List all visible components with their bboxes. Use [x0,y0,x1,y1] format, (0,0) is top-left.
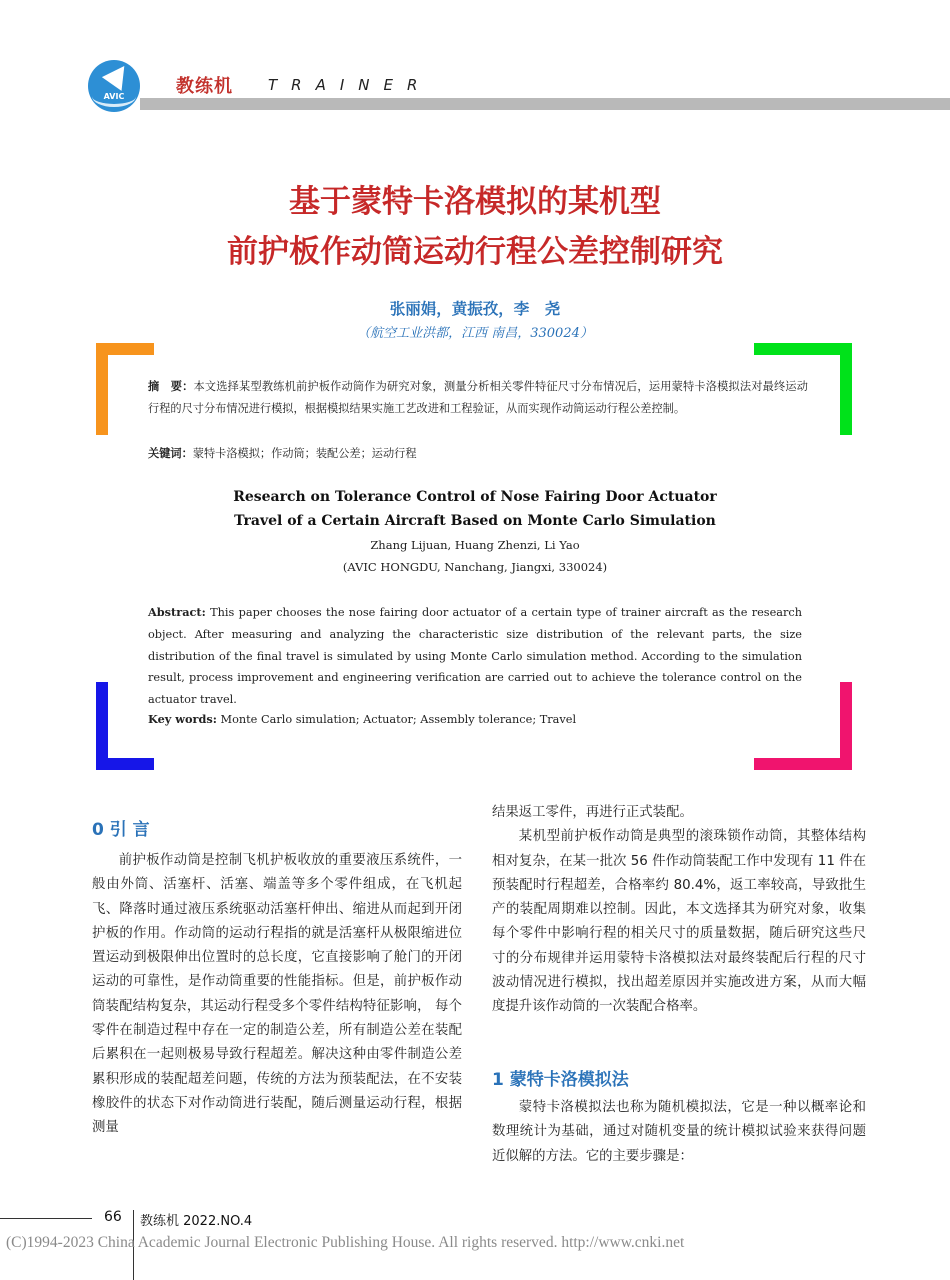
section-0-paragraph: 前护板作动筒是控制飞机护板收放的重要液压系统件，一般由外筒、活塞杆、活塞、端盖等多个零件组成，在飞机起飞、降落时通过液压系统驱动活塞杆伸出、缩进从而起到开闭护板的作用。作动筒的运动行程指的就是活塞杆从极限缩进位置运动到极限伸出位置时的总长度，它直接影响了舱门的开闭运动的可靠性，是作动筒重要的性能指标。但是，前护板作动筒装配结构复杂，其运动行程受多个零件结构特征影响， 每个零件在制造过程中存在一定的制造公差，所有制造公差在装配后累积在一起则极易导致行程超差。解决这种由零件制造公差累积形成的装配超差问题，传统的方法为预装配法，在不安装橡胶件的状态下对作动筒进行装配，随后测量运动行程，根据测量 [92,853,462,1136]
english-title-line-1: Research on Tolerance Control of Nose Fairing Door Actuator [233,489,717,505]
copyright-watermark: (C)1994-2023 China Academic Journal Electronic Publishing House. All rights reserved. http://www.cnki.net [6,1234,685,1251]
keywords-cn-label: 关键词： [148,447,193,460]
affiliation: （航空工业洪都，江西 南昌，330024） [357,326,593,341]
keywords-en-label: Key words: [148,712,217,726]
english-authors: Zhang Lijuan, Huang Zhenzi, Li Yao [370,538,580,552]
keywords-en-text: Monte Carlo simulation; Actuator; Assembly tolerance; Travel [220,713,577,726]
section-0-paragraph-2: 某机型前护板作动筒是典型的滚珠锁作动筒，其整体结构相对复杂，在某一批次 56 件作动筒装配工作中发现有 11 件在预装配时行程超差，合格率约 80.4%，返工率较高，导致批生产的装配周期难以控制。因此，本文选择其为研究对象，收集每个零件中影响行程的相关尺寸的质量数据，随后研究这些尺寸的分布规律并运用蒙特卡洛模拟法对最终装配后行程的尺寸波动情况进行模拟，找出超差原因并实施改进方案，从而大幅度提升该作动筒的一次装配合格率。 [492,829,866,1015]
left-column [92,849,462,1141]
title-line-2: 前护板作动筒运动行程公差控制研究 [227,234,723,270]
abstract-cn [148,376,808,419]
title-line-1: 基于蒙特卡洛模拟的某机型 [289,184,661,220]
abstract-en-text: This paper chooses the nose fairing door actuator of a certain type of trainer aircraft as the research object. After measuring and analyzing the characteristic size distribution of the relevant parts, the size distribution of the final travel is simulated by using Monte Carlo simulation method. According to the simulation result, process improvement and engineering verification are carried out to achieve the tolerance control on the actuator travel. [148,606,802,707]
english-affiliation: (AVIC HONGDU, Nanchang, Jiangxi, 330024) [342,560,608,574]
english-title-line-2: Travel of a Certain Aircraft Based on Monte Carlo Simulation [234,513,716,529]
footer-journal: 教练机 2022.NO.4 [140,1214,253,1229]
abstract-cn-text: 本文选择某型教练机前护板作动筒作为研究对象，测量分析相关零件特征尺寸分布情况后，运用蒙特卡洛模拟法对最终运动行程的尺寸分布情况进行模拟，根据模拟结果实施工艺改进和工程验证，从而实现作动筒运动行程公差控制。 [148,380,808,415]
journal-name-en: TRAINER [268,76,432,94]
abstract-cn-label: 摘 要： [148,380,194,393]
abstract-en-label: Abstract: [148,605,206,619]
keywords-cn [148,444,417,464]
continued-paragraph: 结果返工零件，再进行正式装配。 [492,805,693,820]
section-1-heading: 1 蒙特卡洛模拟法 [492,1070,629,1090]
right-column [492,801,866,1020]
abstract-en [148,602,802,711]
avic-logo [88,60,140,112]
authors: 张丽娟，黄振孜，李 尧 [389,300,561,318]
keywords-cn-text: 蒙特卡洛模拟；作动筒；装配公差；运动行程 [192,447,417,460]
page-number: 66 [104,1209,122,1225]
keywords-en [148,712,576,726]
logo-text: AVIC [103,92,125,101]
journal-name-cn: 教练机 [176,76,233,97]
section-1-paragraph: 蒙特卡洛模拟法也称为随机模拟法，它是一种以概率论和数理统计为基础，通过对随机变量的统计模拟试验来获得问题近似解的方法。它的主要步骤是： [492,1100,866,1164]
corner-bracket-top-left [96,343,154,435]
footer-rule [0,1218,92,1219]
header-bar [140,98,950,110]
section-0-heading: 0 引 言 [92,820,150,840]
section-1-body [492,1096,866,1169]
corner-bracket-bottom-left [96,682,154,770]
